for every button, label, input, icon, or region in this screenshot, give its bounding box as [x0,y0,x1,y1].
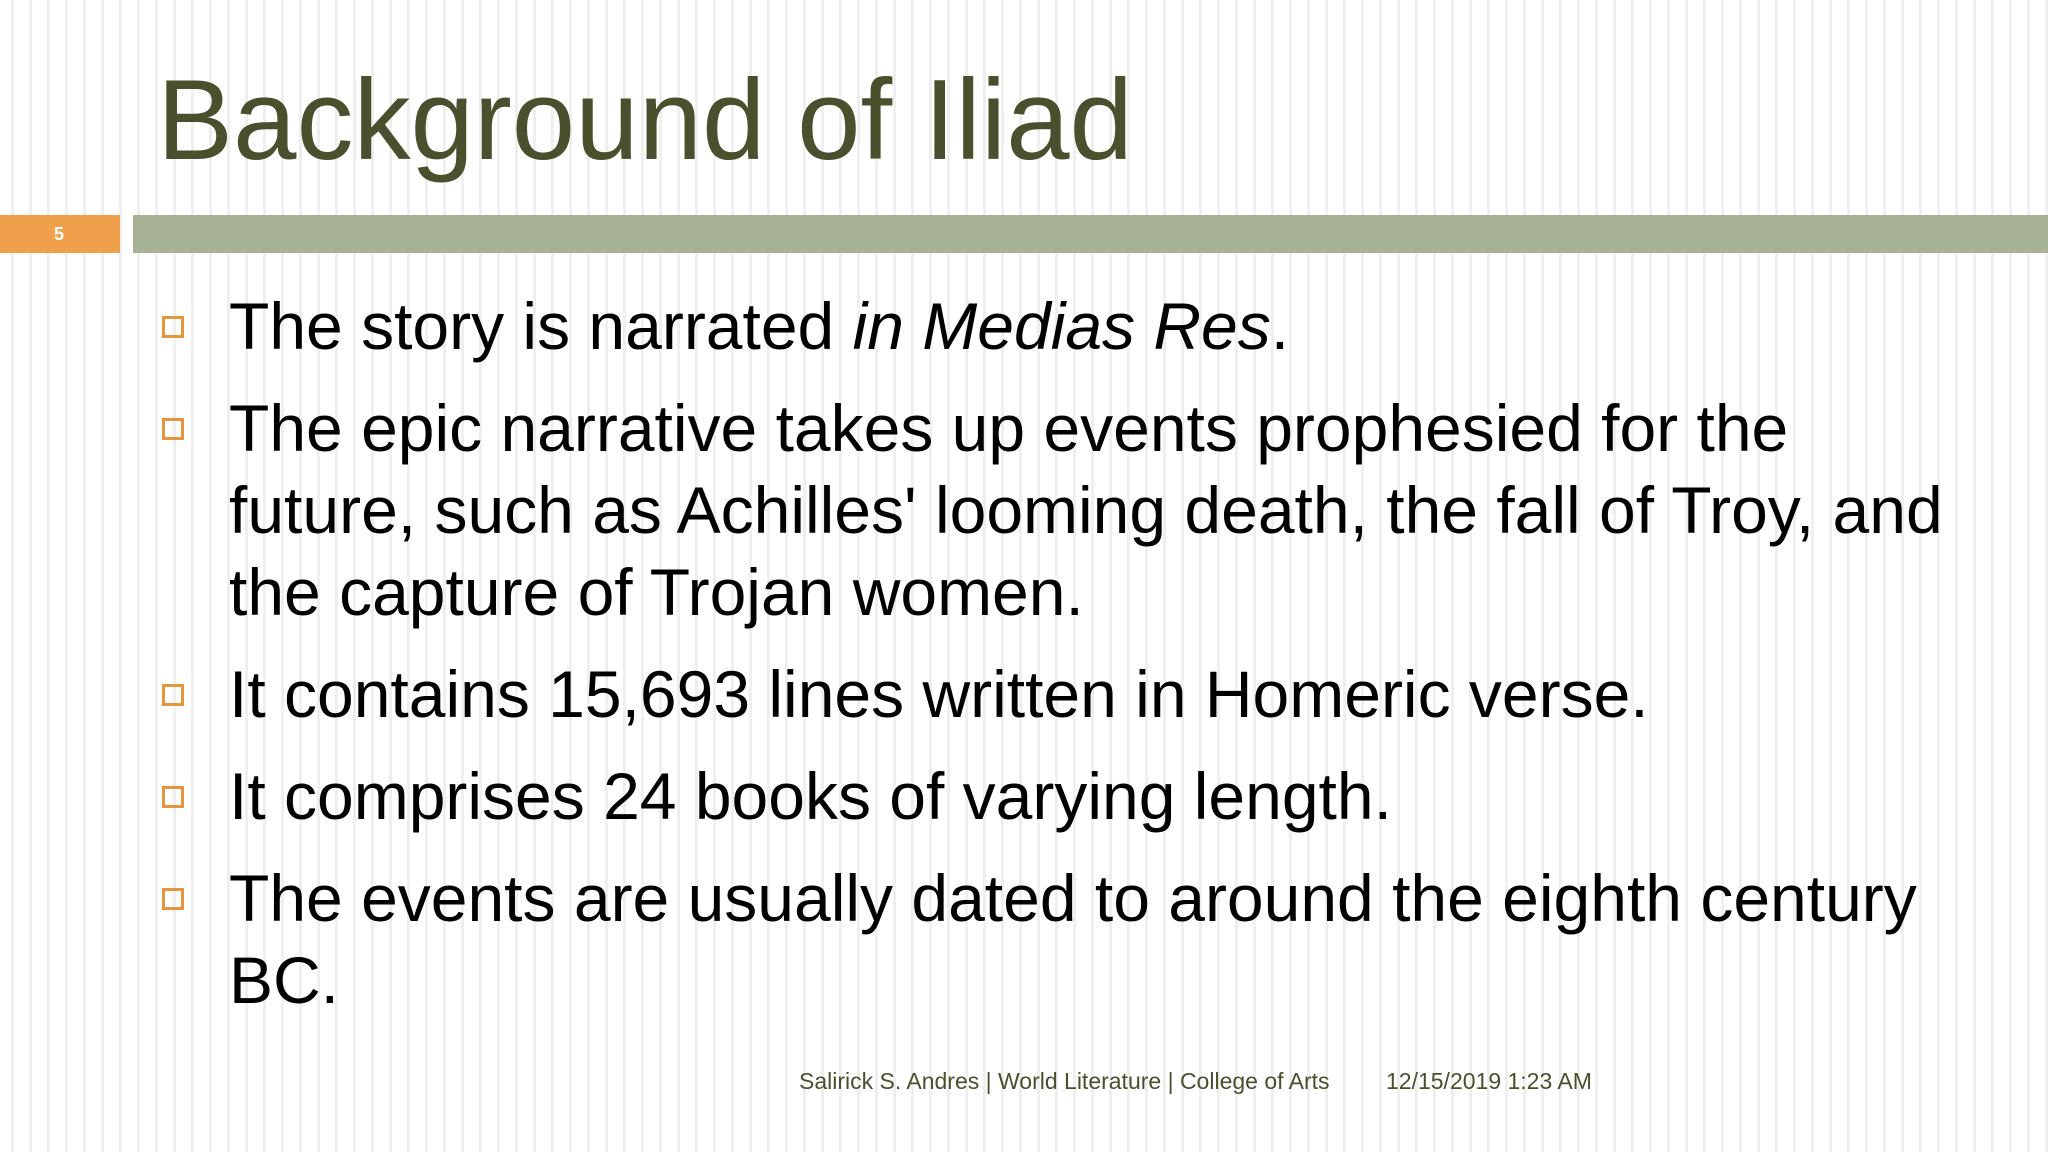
square-bullet-icon [162,684,184,706]
bullet-text: The events are usually dated to around the eighth century BC. [229,861,1917,1017]
bullet-list [0,285,2048,1021]
bullet-text [229,289,1289,363]
square-bullet-icon [162,786,184,808]
bullet-text-end: . [1270,289,1290,363]
bullet-item [0,653,2048,735]
bullet-text: The epic narrative takes up events prophesied for the future, such as Achilles' looming death, the fall of Troy, and the capture of Trojan women. [229,391,1943,629]
square-bullet-icon [162,418,184,440]
bullet-text: It comprises 24 books of varying length. [229,759,1392,833]
bullet-item [0,755,2048,837]
footer-credits: Salirick S. Andres | World Literature | College of Arts [799,1068,1330,1094]
footer-date: 12/15/2019 1:23 AM [1386,1068,1592,1094]
slide-number: 5 [0,215,120,253]
bullet-text: It contains 15,693 lines written in Homeric verse. [229,657,1649,731]
bullet-text-italic: in Medias Res [852,289,1271,363]
header-divider-bar [133,215,2048,253]
bullet-text-plain: The story is narrated [229,289,853,363]
slide-title: Background of Iliad [157,57,1133,184]
bullet-item [0,387,2048,633]
square-bullet-icon [162,316,184,338]
square-bullet-icon [162,888,184,910]
bullet-item [0,285,2048,367]
bullet-item [0,857,2048,1021]
